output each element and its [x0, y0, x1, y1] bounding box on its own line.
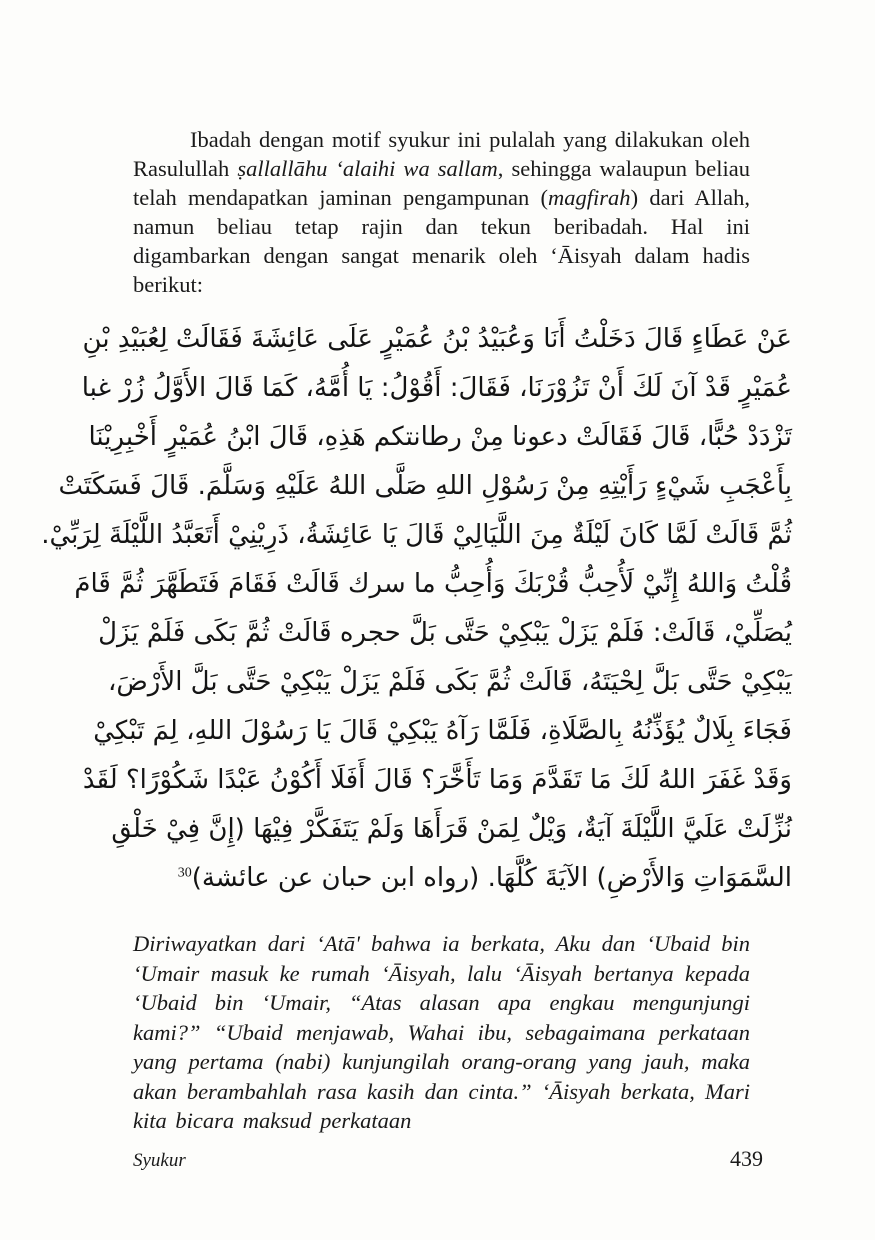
hadith-arabic-block — [41, 315, 792, 903]
hadith-line: يَبْكِيْ حَتَّى بَلَّ لِحْيَتَهُ، قَالَتْ ثُمَّ بَكَى فَلَمْ يَزَلْ يَبْكِيْ حَتَّى بَلَّ الأَرْضَ، — [107, 667, 792, 697]
hadith-line: قُلْتُ وَاللهُ إِنِّيْ لَأُحِبُّ قُرْبَكَ وَأُحِبُّ ما سرك قَالَتْ فَقَامَ فَتَطَهَّرَ ثُمَّ قَامَ — [74, 569, 792, 599]
hadith-line: تَزْدَدْ حُبًّا، قَالَ فَقَالَتْ دعونا مِنْ رطانتكم هَذِهِ، قَالَ ابْنُ عُمَيْرٍ أَخْبِرِيْنَا — [88, 422, 792, 452]
footnote-marker: 30 — [177, 865, 192, 881]
hadith-line: نُزِّلَتْ عَلَيَّ اللَّيْلَةَ آيَةٌ، وَيْلٌ لِمَنْ قَرَأَهَا وَلَمْ يَتَفَكَّرْ فِيْهَا (إِنَّ فِيْ خَلْقِ — [111, 814, 792, 844]
hadith-closing-text: السَّمَوَاتِ وَالأَرْضِ) الآيَةَ كُلَّهَا. (رواه ابن حبان عن عائشة) — [191, 863, 792, 893]
text-segment: , sehingga walaupun beliau telah mendapatkan jaminan pengampunan ( — [133, 156, 750, 210]
running-title: Syukur — [133, 1150, 186, 1171]
page-footer — [133, 1146, 763, 1172]
text-segment: magfirah — [548, 185, 631, 210]
hadith-line: بِأَعْجَبِ شَيْءٍ رَأَيْتِهِ مِنْ رَسُوْلِ اللهِ صَلَّى اللهُ عَلَيْهِ وَسَلَّمَ. قَالَ فَسَكَتَتْ — [58, 471, 792, 501]
text-segment: Ibadah dengan motif syukur ini pulalah yang dilakukan oleh Rasulullah — [133, 127, 750, 181]
hadith-justified-lines — [41, 315, 792, 854]
text-segment: ṣallallāhu ‘alaihi wa sallam — [237, 156, 498, 181]
hadith-line: وَقَدْ غَفَرَ اللهُ لَكَ مَا تَقَدَّمَ وَمَا تَأَخَّرَ؟ قَالَ أَفَلَا أَكُوْنُ عَبْدًا شَكُوْرًا؟ لَقَدْ — [82, 765, 792, 795]
text-segment: ) dari Allah, namun beliau tetap rajin dan tekun beribadah. Hal ini digambarkan dengan sangat menarik oleh ‘Āisyah dalam hadis berikut: — [133, 185, 750, 297]
hadith-line: عَنْ عَطَاءٍ قَالَ دَخَلْتُ أَنَا وَعُبَيْدُ بْنُ عُمَيْرٍ عَلَى عَائِشَةَ فَقَالَتْ لِعُبَيْدِ بْنِ — [82, 324, 792, 354]
hadith-closing-line — [116, 854, 792, 903]
hadith-line: يُصَلِّيْ، قَالَتْ: فَلَمْ يَزَلْ يَبْكِيْ حَتَّى بَلَّ حجره قَالَتْ ثُمَّ بَكَى فَلَمْ يَزَلْ — [98, 618, 792, 648]
hadith-line: ثُمَّ قَالَتْ لَمَّا كَانَ لَيْلَةٌ مِنَ اللَّيَالِيْ قَالَ يَا عَائِشَةُ، ذَرِيْنِيْ أَتَعَبَّدُ اللَّيْلَةَ لِرَبِّيْ. — [41, 520, 792, 550]
page-content — [41, 0, 792, 1136]
hadith-line: عُمَيْرٍ قَدْ آنَ لَكَ أَنْ تَزُوْرَنَا، فَقَالَ: أَقُوْلُ: يَا أُمَّهُ، كَمَا قَالَ الأَوَّلُ زُرْ غبا — [81, 373, 792, 403]
intro-paragraph — [133, 125, 750, 299]
page-number: 439 — [730, 1146, 763, 1171]
hadith-line: فَجَاءَ بِلَالٌ يُؤَذِّنُهُ بِالصَّلَاةِ، فَلَمَّا رَآهُ يَبْكِيْ قَالَ يَا رَسُوْلَ اللهِ، لِمَ تَبْكِيْ — [93, 716, 792, 746]
translation-paragraph: Diriwayatkan dari ‘Atā' bahwa ia berkata, Aku dan ‘Ubaid bin ‘Umair masuk ke rumah ‘Āisyah, lalu ‘Āisyah bertanya kepada ‘Ubaid bin ‘Umair, “Atas alasan apa engkau mengunjungi kami?” “Ubaid menjawab, Wahai ibu, sebagaimana perkataan yang pertama (nabi) kunjungilah orang-orang yang jauh, maka akan berambahlah rasa kasih dan cinta.” ‘Āisyah berkata, Mari kita bicara maksud perkataan — [133, 931, 750, 1133]
